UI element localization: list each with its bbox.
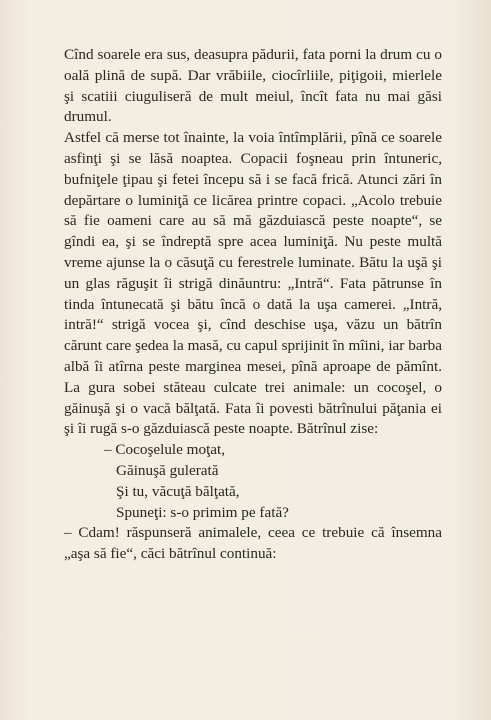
verse-line-1: – Cocoşelule moţat, bbox=[104, 441, 226, 459]
paragraph-2: Astfel că merse tot înainte, la voia întîmplării, pînă ce soarele asfinţi şi se lăsă noaptea. Copacii foşneau prin întuneric, bufniţele ţipau şi fetei începu să i se facă frică. Atunci zări în depărtare o luminiţă ce licărea printre copaci. „Acolo trebuie să fie oameni care au să mă găzduiască peste noapte“, se gîndi ea, şi se îndreptă spre acea luminiţă. Nu peste multă vreme ajunse la o căsuţă cu ferestrele luminate. Bătu la uşă şi un glas răguşit îi strigă dinăuntru: „Intră“. Fata pătrunse în tinda întunecată şi bătu încă o dată la uşa camerei. „Intră, intră!“ strigă vocea şi, cînd deschise uşa, văzu un bătrîn cărunt care şedea la masă, cu capul sprijinit în mîini, iar barba albă îi atîrna peste marginea mesei, pînă aproape de pămînt. La gura sobei stăteau culcate trei animale: un cocoşel, o găinuşă şi o vacă bălţată. Fata îi povesti bătrînului păţania ei şi îi rugă s-o găzduiască peste noapte. Bătrînul zise: bbox=[64, 129, 442, 438]
verse-line-4: Spuneţi: s-o primim pe fată? bbox=[116, 503, 289, 521]
paragraph-1: Cînd soarele era sus, deasupra pădurii, fata porni la drum cu o oală plină de supă. Dar vrăbiile, ciocîrliile, piţigoii, mierlele şi scatiii ciuguliseră de mult meiul, încît fata nu mai găsi drumul. bbox=[64, 46, 442, 126]
story-text bbox=[64, 45, 442, 565]
verse-line-2: Găinuşă gulerată bbox=[116, 461, 219, 479]
verse-line-3: Şi tu, văcuţă bălţată, bbox=[116, 482, 240, 500]
verse bbox=[64, 440, 442, 523]
closing-paragraph: – Cdam! răspunseră animalele, ceea ce trebuie că însemna „aşa să fie“, căci bătrînul continuă: bbox=[64, 524, 442, 563]
